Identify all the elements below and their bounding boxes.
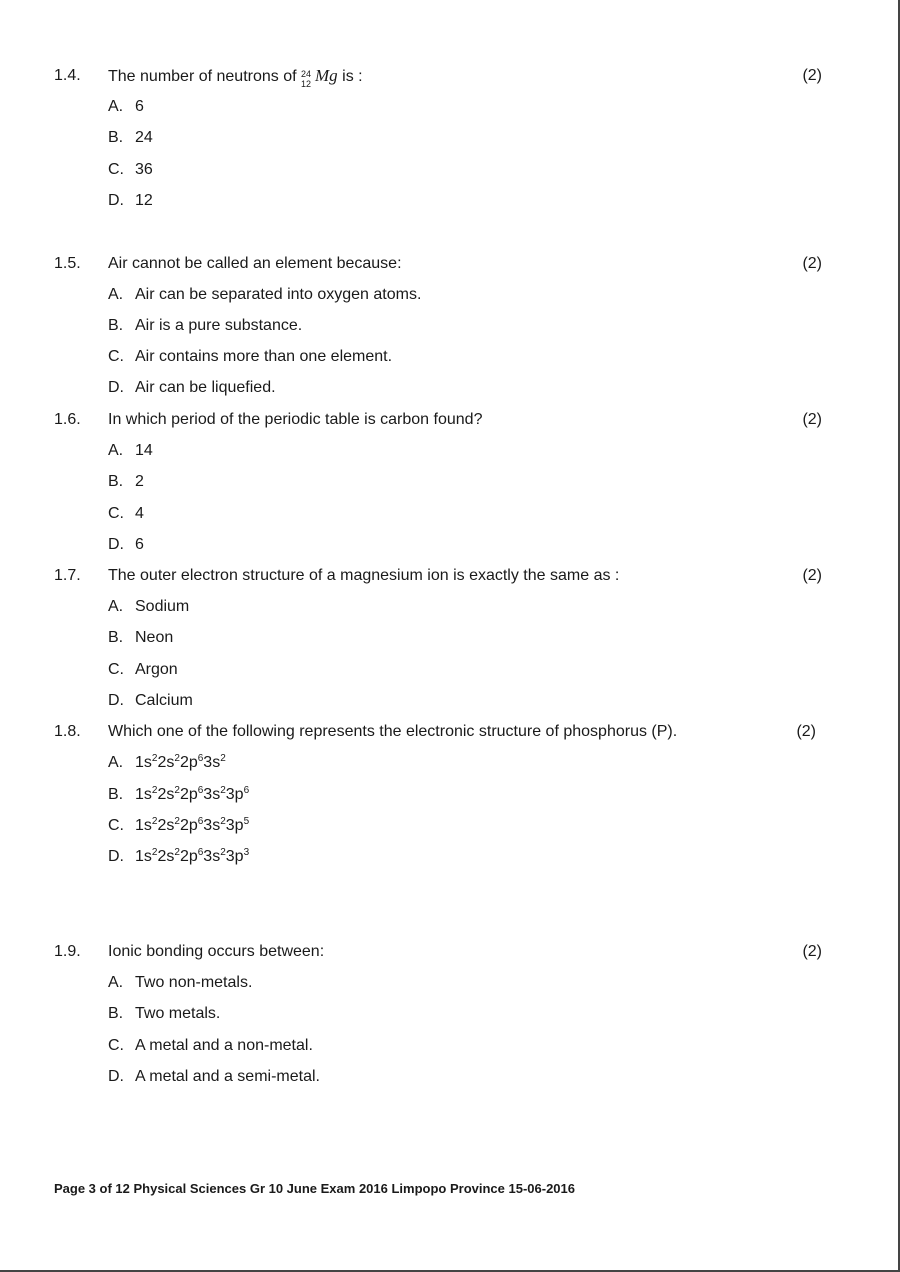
electron-count: 6 xyxy=(243,785,250,796)
option-text: 14 xyxy=(135,442,153,459)
electron-count: 2 xyxy=(174,753,180,764)
answer-option[interactable] xyxy=(108,97,144,117)
electron-count: 5 xyxy=(243,816,250,827)
answer-option[interactable] xyxy=(108,191,153,211)
question-text-before: The number of neutrons of xyxy=(108,68,297,85)
electron-count: 2 xyxy=(151,785,158,796)
question-text: In which period of the periodic table is carbon found? xyxy=(108,411,483,428)
electron-configuration xyxy=(135,848,249,865)
answer-option[interactable] xyxy=(108,628,173,648)
electron-count: 6 xyxy=(197,753,204,764)
electron-configuration xyxy=(135,754,226,771)
orbital-term: $2s^2$ xyxy=(157,753,180,771)
option-text: 2 xyxy=(135,473,144,490)
option-letter: C. xyxy=(108,348,124,365)
orbital-term: $3p^6$ xyxy=(225,785,250,803)
electron-configuration xyxy=(135,786,249,803)
orbital-term: $2p^6$ xyxy=(179,785,204,803)
orbital-term: $3s^2$ xyxy=(203,847,226,865)
electron-count: 2 xyxy=(174,785,180,796)
orbital-term: $2s^2$ xyxy=(157,816,180,834)
option-letter: D. xyxy=(108,1068,124,1085)
option-text: 36 xyxy=(135,161,153,178)
option-text: Calcium xyxy=(135,692,193,709)
electron-count: 6 xyxy=(197,847,204,858)
option-letter: B. xyxy=(108,786,124,803)
option-letter: B. xyxy=(108,129,124,146)
answer-option[interactable] xyxy=(108,1067,320,1087)
question-marks: (2) xyxy=(802,67,822,84)
question-text xyxy=(108,66,363,87)
electron-count: 2 xyxy=(151,816,158,827)
question-text-after: is : xyxy=(342,68,363,85)
option-letter: C. xyxy=(108,817,124,834)
answer-option[interactable] xyxy=(108,472,144,492)
question-marks: (2) xyxy=(796,723,816,740)
answer-option[interactable] xyxy=(108,504,144,524)
answer-option[interactable] xyxy=(108,816,249,836)
electron-count: 2 xyxy=(174,816,180,827)
answer-option[interactable] xyxy=(108,973,252,993)
option-text: Sodium xyxy=(135,598,190,615)
isotope-notation xyxy=(301,66,315,89)
answer-option[interactable] xyxy=(108,160,153,180)
option-letter: A. xyxy=(108,98,124,115)
question-text: Which one of the following represents the electronic structure of phosphorus (P). xyxy=(108,723,678,740)
question-number: 1.6. xyxy=(54,411,81,428)
option-text: Air contains more than one element. xyxy=(135,348,393,365)
isotope-symbol: Mg xyxy=(315,66,338,85)
orbital-term: $1s^2$ xyxy=(135,847,158,865)
option-text: 24 xyxy=(135,129,153,146)
option-letter: A. xyxy=(108,598,124,615)
question-number: 1.9. xyxy=(54,943,81,960)
option-letter: B. xyxy=(108,1005,124,1022)
option-letter: D. xyxy=(108,536,124,553)
option-letter: A. xyxy=(108,974,124,991)
option-text: 6 xyxy=(135,536,144,553)
option-letter: D. xyxy=(108,379,124,396)
option-letter: D. xyxy=(108,848,124,865)
option-letter: C. xyxy=(108,661,124,678)
page-footer: Page 3 of 12 Physical Sciences Gr 10 June Exam 2016 Limpopo Province 15-06-2016 xyxy=(54,1181,575,1196)
answer-option[interactable] xyxy=(108,347,392,367)
option-letter: D. xyxy=(108,192,124,209)
option-text: Air is a pure substance. xyxy=(135,317,303,334)
orbital-term: $2s^2$ xyxy=(157,847,180,865)
electron-count: 6 xyxy=(197,816,204,827)
orbital-term: $1s^2$ xyxy=(135,785,158,803)
electron-count: 2 xyxy=(174,847,180,858)
answer-option[interactable] xyxy=(108,785,249,805)
orbital-term: $3s^2$ xyxy=(203,816,226,834)
question-text: The outer electron structure of a magnesium ion is exactly the same as : xyxy=(108,567,620,584)
electron-count: 2 xyxy=(220,753,226,764)
electron-configuration xyxy=(135,817,249,834)
option-text: 12 xyxy=(135,192,153,209)
answer-option[interactable] xyxy=(108,597,189,617)
question-marks: (2) xyxy=(802,255,822,272)
answer-option[interactable] xyxy=(108,847,249,867)
option-letter: C. xyxy=(108,505,124,522)
answer-option[interactable] xyxy=(108,753,226,773)
orbital-term: $2s^2$ xyxy=(157,785,180,803)
orbital-term: $2p^6$ xyxy=(179,753,204,771)
option-text: A metal and a non-metal. xyxy=(135,1037,313,1054)
option-letter: C. xyxy=(108,1037,124,1054)
electron-count: 2 xyxy=(220,816,226,827)
option-text: 4 xyxy=(135,505,144,522)
question-marks: (2) xyxy=(802,567,822,584)
answer-option[interactable] xyxy=(108,441,153,461)
orbital-term: $1s^2$ xyxy=(135,816,158,834)
answer-option[interactable] xyxy=(108,1004,220,1024)
answer-option[interactable] xyxy=(108,285,421,305)
option-text: 6 xyxy=(135,98,144,115)
option-letter: A. xyxy=(108,286,124,303)
question-marks: (2) xyxy=(802,411,822,428)
option-text: A metal and a semi-metal. xyxy=(135,1068,320,1085)
question-number: 1.8. xyxy=(54,723,81,740)
orbital-term: $3s^2$ xyxy=(203,785,226,803)
answer-option[interactable] xyxy=(108,691,193,711)
option-letter: B. xyxy=(108,629,124,646)
option-text: Neon xyxy=(135,629,174,646)
option-text: Two metals. xyxy=(135,1005,221,1022)
question-marks: (2) xyxy=(802,943,822,960)
option-text: Argon xyxy=(135,661,178,678)
option-letter: D. xyxy=(108,692,124,709)
question-number: 1.4. xyxy=(54,67,81,84)
question-number: 1.5. xyxy=(54,255,81,272)
option-text: Two non-metals. xyxy=(135,974,253,991)
electron-count: 2 xyxy=(220,785,226,796)
isotope-atomic-number: 12 xyxy=(301,79,312,89)
option-letter: A. xyxy=(108,442,124,459)
orbital-term: $1s^2$ xyxy=(135,753,158,771)
question-number: 1.7. xyxy=(54,567,81,584)
orbital-term: $2p^6$ xyxy=(179,816,204,834)
orbital-term: $3p^5$ xyxy=(225,816,250,834)
option-text: Air can be separated into oxygen atoms. xyxy=(135,286,422,303)
option-letter: B. xyxy=(108,473,124,490)
electron-count: 2 xyxy=(220,847,226,858)
isotope-mass-number: 24 xyxy=(301,69,312,79)
electron-count: 2 xyxy=(151,847,158,858)
answer-option[interactable] xyxy=(108,1036,313,1056)
electron-count: 6 xyxy=(197,785,204,796)
answer-option[interactable] xyxy=(108,535,144,555)
question-text: Air cannot be called an element because: xyxy=(108,255,402,272)
answer-option[interactable] xyxy=(108,316,302,336)
question-text: Ionic bonding occurs between: xyxy=(108,943,325,960)
answer-option[interactable] xyxy=(108,128,153,148)
orbital-term: $2p^6$ xyxy=(179,847,204,865)
answer-option[interactable] xyxy=(108,378,276,398)
orbital-term: $3s^2$ xyxy=(203,753,226,771)
option-letter: C. xyxy=(108,161,124,178)
electron-count: 2 xyxy=(151,753,158,764)
option-letter: B. xyxy=(108,317,124,334)
option-text: Air can be liquefied. xyxy=(135,379,276,396)
answer-option[interactable] xyxy=(108,660,178,680)
option-letter: A. xyxy=(108,754,124,771)
orbital-term: $3p^3$ xyxy=(225,847,250,865)
electron-count: 3 xyxy=(243,847,250,858)
